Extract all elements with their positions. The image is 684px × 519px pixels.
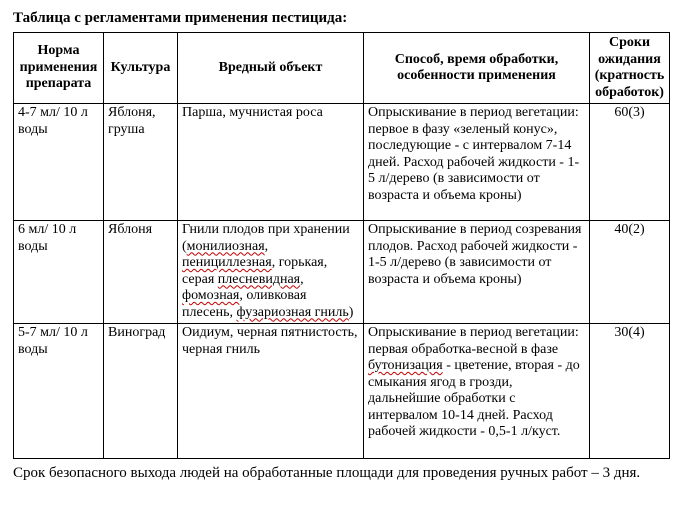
text-segment: , горькая, серая xyxy=(182,255,328,287)
misspelled-word: фомозная xyxy=(182,288,240,303)
table-row xyxy=(14,221,670,324)
cell-method-timing xyxy=(364,324,590,459)
cell-waiting-period: 40(2) xyxy=(590,221,670,324)
cell-crop: Яблоня, груша xyxy=(104,104,178,221)
misspelled-word: бутонизация xyxy=(368,358,443,373)
table-header-row xyxy=(14,33,670,104)
cell-application-rate: 6 мл/ 10 л воды xyxy=(14,221,104,324)
header-method-timing: Способ, время обработки, особенности применения xyxy=(364,33,590,104)
header-harmful-object: Вредный объект xyxy=(178,33,364,104)
table-row xyxy=(14,104,670,221)
header-crop: Культура xyxy=(104,33,178,104)
header-waiting-period: Сроки ожидания (кратность обработок) xyxy=(590,33,670,104)
text-segment: , оливковая плесень, xyxy=(182,288,307,320)
pesticide-regulations-table xyxy=(13,32,670,459)
misspelled-word: пенициллезная xyxy=(182,255,272,270)
header-application-rate: Норма применения препарата xyxy=(14,33,104,104)
cell-harmful-object xyxy=(178,324,364,459)
text-segment: Парша, мучнистая роса xyxy=(182,105,323,120)
cell-waiting-period: 60(3) xyxy=(590,104,670,221)
cell-method-timing xyxy=(364,221,590,324)
text-segment: Опрыскивание в период созревания плодов. Расход рабочей жидкости - 1-5 л/дерево (в зависимости от возраста и объема кроны) xyxy=(368,222,582,287)
text-segment: - цветение, вторая - до смыкания ягод в грозди, дальнейшие обработки с интервалом 10-14 дней. Расход рабочей жидкости - 0,5-1 л/куст. xyxy=(368,358,580,439)
text-segment: Оидиум, черная пятнистость, черная гниль xyxy=(182,325,358,357)
cell-crop: Виноград xyxy=(104,324,178,459)
text-segment: , xyxy=(264,238,269,254)
text-segment: , xyxy=(300,271,304,287)
text-segment: Опрыскивание в период вегетации: первое в фазу «зеленый конус», последующие - с интервалом 7-14 дней. Расход рабочей жидкости - 1-5 л/дерево (в зависимости от возраста и объема кроны) xyxy=(368,105,580,203)
cell-harmful-object xyxy=(178,221,364,324)
cell-method-timing xyxy=(364,104,590,221)
misspelled-word: фузариозная гниль xyxy=(236,304,349,320)
misspelled-word: плесневидная xyxy=(217,271,301,287)
cell-crop: Яблоня xyxy=(104,221,178,324)
cell-waiting-period: 30(4) xyxy=(590,324,670,459)
cell-application-rate: 5-7 мл/ 10 л воды xyxy=(14,324,104,459)
footer-note: Срок безопасного выхода людей на обработанные площади для проведения ручных работ – 3 дня. xyxy=(13,465,641,481)
table-row xyxy=(14,324,670,459)
text-segment: Гнили плодов при хранении ( xyxy=(182,222,350,254)
misspelled-word: монилиозная xyxy=(186,238,265,254)
text-segment: Опрыскивание в период вегетации: первая обработка-весной в фазе xyxy=(368,325,579,357)
page-title: Таблица с регламентами применения пестицида: xyxy=(13,10,348,26)
cell-application-rate: 4-7 мл/ 10 л воды xyxy=(14,104,104,221)
text-segment: ) xyxy=(348,304,354,320)
cell-harmful-object xyxy=(178,104,364,221)
